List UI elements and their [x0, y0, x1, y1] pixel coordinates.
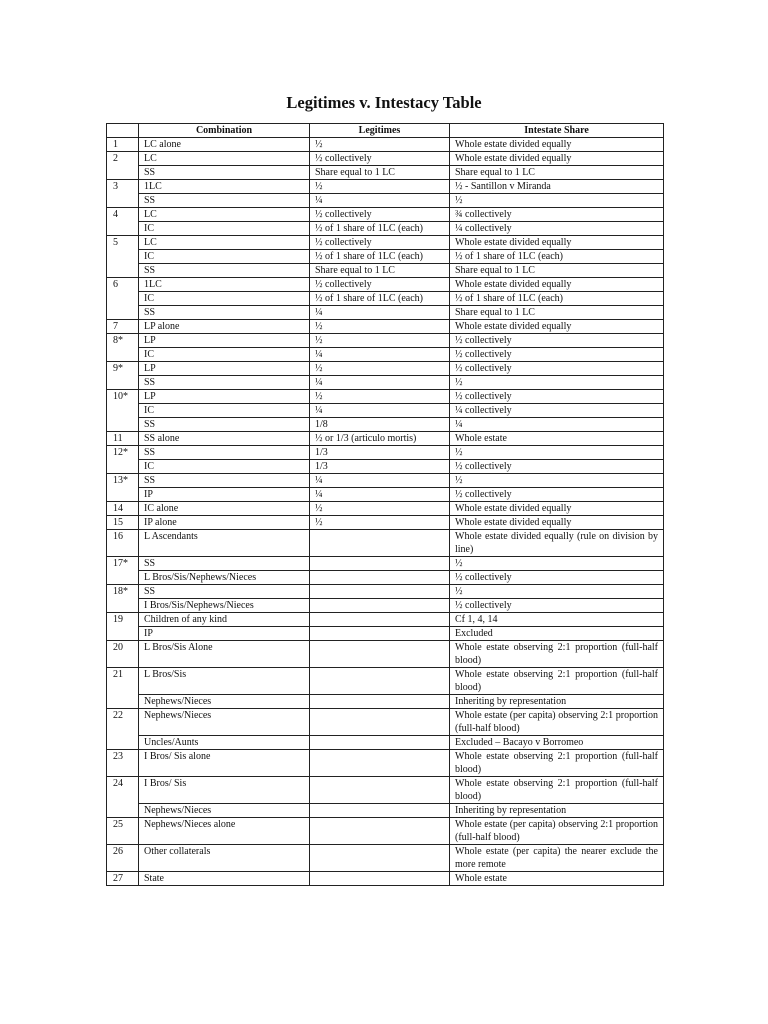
intestate-share-cell: ¼ collectively: [450, 222, 664, 236]
row-number: 5: [107, 236, 139, 278]
intestate-share-cell: Whole estate: [450, 432, 664, 446]
legitimes-cell: ¼: [310, 348, 450, 362]
intestate-share-cell: ½ collectively: [450, 348, 664, 362]
combination-cell: Children of any kind: [139, 613, 310, 627]
intestate-share-cell: Excluded – Bacayo v Borromeo: [450, 736, 664, 750]
combination-cell: IC: [139, 348, 310, 362]
table-row: [107, 376, 664, 390]
intestate-share-cell: Share equal to 1 LC: [450, 166, 664, 180]
legitimes-cell: ¼: [310, 194, 450, 208]
table-row: [107, 557, 664, 571]
page-title: Legitimes v. Intestacy Table: [286, 93, 482, 112]
combination-cell: Nephews/Nieces alone: [139, 818, 310, 845]
row-number: 12*: [107, 446, 139, 474]
legitimes-cell: 1/3: [310, 446, 450, 460]
table-row: [107, 460, 664, 474]
row-number: 10*: [107, 390, 139, 432]
combination-cell: Uncles/Aunts: [139, 736, 310, 750]
combination-cell: I Bros/ Sis alone: [139, 750, 310, 777]
legitimes-cell: ½: [310, 180, 450, 194]
combination-cell: LC: [139, 236, 310, 250]
combination-cell: SS: [139, 166, 310, 180]
table-row: [107, 194, 664, 208]
combination-cell: Nephews/Nieces: [139, 709, 310, 736]
table-row: [107, 390, 664, 404]
combination-cell: LP: [139, 390, 310, 404]
row-number: 4: [107, 208, 139, 236]
table-row: [107, 474, 664, 488]
table-row: [107, 668, 664, 695]
combination-cell: IC: [139, 292, 310, 306]
combination-cell: LC: [139, 208, 310, 222]
row-number: 13*: [107, 474, 139, 502]
legitimes-cell: [310, 641, 450, 668]
combination-cell: L Bros/Sis/Nephews/Nieces: [139, 571, 310, 585]
combination-cell: 1LC: [139, 278, 310, 292]
intestate-share-cell: ½ of 1 share of 1LC (each): [450, 292, 664, 306]
intestate-share-cell: ½ collectively: [450, 362, 664, 376]
combination-cell: SS: [139, 418, 310, 432]
combination-cell: Other collaterals: [139, 845, 310, 872]
table-row: [107, 585, 664, 599]
combination-cell: SS: [139, 557, 310, 571]
legitimes-cell: ½: [310, 390, 450, 404]
row-number: 3: [107, 180, 139, 208]
header-row: [107, 124, 664, 138]
row-number: 27: [107, 872, 139, 886]
combination-cell: SS: [139, 474, 310, 488]
combination-cell: L Bros/Sis: [139, 668, 310, 695]
intestate-share-cell: Share equal to 1 LC: [450, 306, 664, 320]
row-number: 16: [107, 530, 139, 557]
legitimes-cell: [310, 613, 450, 627]
header-number: [107, 124, 139, 138]
table-row: [107, 571, 664, 585]
table-row: [107, 334, 664, 348]
table-row: [107, 488, 664, 502]
combination-cell: SS: [139, 264, 310, 278]
legitimes-cell: ¼: [310, 474, 450, 488]
legitimes-cell: [310, 872, 450, 886]
legitimes-intestacy-table: [106, 123, 664, 886]
intestate-share-cell: ½: [450, 474, 664, 488]
header-intestate-share: Intestate Share: [450, 124, 664, 138]
combination-cell: I Bros/ Sis: [139, 777, 310, 804]
table-row: [107, 278, 664, 292]
table-row: [107, 641, 664, 668]
combination-cell: IC alone: [139, 502, 310, 516]
intestate-share-cell: Whole estate divided equally: [450, 152, 664, 166]
table-row: [107, 222, 664, 236]
combination-cell: SS: [139, 446, 310, 460]
table-row: [107, 348, 664, 362]
intestate-share-cell: Share equal to 1 LC: [450, 264, 664, 278]
table-row: [107, 418, 664, 432]
table-row: [107, 845, 664, 872]
legitimes-cell: [310, 750, 450, 777]
legitimes-cell: ½ of 1 share of 1LC (each): [310, 250, 450, 264]
intestate-share-cell: Whole estate divided equally (rule on division by line): [450, 530, 664, 557]
row-number: 7: [107, 320, 139, 334]
table-row: [107, 502, 664, 516]
legitimes-cell: ½ collectively: [310, 208, 450, 222]
legitimes-cell: 1/3: [310, 460, 450, 474]
intestate-share-cell: ½: [450, 194, 664, 208]
combination-cell: IC: [139, 404, 310, 418]
legitimes-cell: Share equal to 1 LC: [310, 264, 450, 278]
intestate-share-cell: ½ collectively: [450, 488, 664, 502]
combination-cell: SS: [139, 376, 310, 390]
table-row: [107, 320, 664, 334]
row-number: 26: [107, 845, 139, 872]
row-number: 9*: [107, 362, 139, 390]
intestate-share-cell: Whole estate (per capita) the nearer exclude the more remote: [450, 845, 664, 872]
legitimes-cell: [310, 845, 450, 872]
row-number: 15: [107, 516, 139, 530]
legitimes-cell: ½ or 1/3 (articulo mortis): [310, 432, 450, 446]
legitimes-cell: [310, 804, 450, 818]
intestate-share-cell: Whole estate divided equally: [450, 278, 664, 292]
combination-cell: State: [139, 872, 310, 886]
legitimes-cell: Share equal to 1 LC: [310, 166, 450, 180]
intestate-share-cell: Inheriting by representation: [450, 695, 664, 709]
combination-cell: IC: [139, 460, 310, 474]
table-row: [107, 180, 664, 194]
table-row: [107, 599, 664, 613]
table-row: [107, 736, 664, 750]
legitimes-cell: ½ of 1 share of 1LC (each): [310, 222, 450, 236]
row-number: 8*: [107, 334, 139, 362]
table-row: [107, 432, 664, 446]
legitimes-cell: ½ collectively: [310, 278, 450, 292]
intestate-share-cell: Whole estate observing 2:1 proportion (full-half blood): [450, 641, 664, 668]
intestate-share-cell: Cf 1, 4, 14: [450, 613, 664, 627]
intestate-share-cell: Whole estate divided equally: [450, 138, 664, 152]
table-row: [107, 292, 664, 306]
legitimes-cell: ½ collectively: [310, 152, 450, 166]
combination-cell: SS alone: [139, 432, 310, 446]
combination-cell: 1LC: [139, 180, 310, 194]
intestate-share-cell: ½: [450, 446, 664, 460]
table-row: [107, 362, 664, 376]
table-row: [107, 627, 664, 641]
legitimes-cell: ½: [310, 516, 450, 530]
intestate-share-cell: Whole estate (per capita) observing 2:1 proportion (full-half blood): [450, 818, 664, 845]
legitimes-cell: [310, 695, 450, 709]
combination-cell: Nephews/Nieces: [139, 804, 310, 818]
legitimes-cell: [310, 777, 450, 804]
intestate-share-cell: Inheriting by representation: [450, 804, 664, 818]
row-number: 24: [107, 777, 139, 818]
intestate-share-cell: ¼: [450, 418, 664, 432]
table-row: [107, 777, 664, 804]
combination-cell: LP: [139, 362, 310, 376]
legitimes-cell: [310, 557, 450, 571]
intestate-share-cell: ½ - Santillon v Miranda: [450, 180, 664, 194]
intestate-share-cell: Whole estate divided equally: [450, 320, 664, 334]
table-row: [107, 404, 664, 418]
table-row: [107, 166, 664, 180]
table-row: [107, 516, 664, 530]
table-row: [107, 236, 664, 250]
table-row: [107, 872, 664, 886]
row-number: 17*: [107, 557, 139, 585]
table-row: [107, 138, 664, 152]
combination-cell: IC: [139, 250, 310, 264]
intestate-share-cell: ¾ collectively: [450, 208, 664, 222]
intestate-share-cell: ½: [450, 376, 664, 390]
intestate-share-cell: Whole estate observing 2:1 proportion (full-half blood): [450, 750, 664, 777]
combination-cell: L Ascendants: [139, 530, 310, 557]
combination-cell: Nephews/Nieces: [139, 695, 310, 709]
combination-cell: LC alone: [139, 138, 310, 152]
row-number: 19: [107, 613, 139, 641]
legitimes-cell: ½: [310, 502, 450, 516]
row-number: 18*: [107, 585, 139, 613]
table-row: [107, 613, 664, 627]
intestate-share-cell: ½: [450, 585, 664, 599]
table-row: [107, 709, 664, 736]
intestate-share-cell: ¼ collectively: [450, 404, 664, 418]
table-body: [107, 138, 664, 886]
intestate-share-cell: Whole estate: [450, 872, 664, 886]
legitimes-cell: [310, 530, 450, 557]
intestate-share-cell: Excluded: [450, 627, 664, 641]
intestate-share-cell: Whole estate divided equally: [450, 502, 664, 516]
table-row: [107, 750, 664, 777]
row-number: 1: [107, 138, 139, 152]
combination-cell: LC: [139, 152, 310, 166]
intestate-share-cell: Whole estate divided equally: [450, 516, 664, 530]
row-number: 2: [107, 152, 139, 180]
table-row: [107, 208, 664, 222]
combination-cell: LP alone: [139, 320, 310, 334]
table-row: [107, 695, 664, 709]
legitimes-cell: ½ collectively: [310, 236, 450, 250]
combination-cell: IP: [139, 627, 310, 641]
row-number: 21: [107, 668, 139, 709]
table-row: [107, 152, 664, 166]
combination-cell: I Bros/Sis/Nephews/Nieces: [139, 599, 310, 613]
intestate-share-cell: Whole estate divided equally: [450, 236, 664, 250]
intestate-share-cell: Whole estate (per capita) observing 2:1 proportion (full-half blood): [450, 709, 664, 736]
legitimes-cell: [310, 627, 450, 641]
legitimes-cell: ½: [310, 320, 450, 334]
intestate-share-cell: ½: [450, 557, 664, 571]
table-row: [107, 250, 664, 264]
legitimes-cell: ¼: [310, 306, 450, 320]
legitimes-cell: [310, 818, 450, 845]
intestate-share-cell: ½ collectively: [450, 571, 664, 585]
legitimes-cell: [310, 599, 450, 613]
intestate-share-cell: ½ collectively: [450, 390, 664, 404]
intestate-share-cell: Whole estate observing 2:1 proportion (full-half blood): [450, 668, 664, 695]
header-combination: Combination: [139, 124, 310, 138]
combination-cell: IC: [139, 222, 310, 236]
legitimes-cell: ½: [310, 362, 450, 376]
combination-cell: SS: [139, 585, 310, 599]
legitimes-cell: ½ of 1 share of 1LC (each): [310, 292, 450, 306]
combination-cell: LP: [139, 334, 310, 348]
legitimes-cell: [310, 736, 450, 750]
table-row: [107, 804, 664, 818]
legitimes-cell: [310, 571, 450, 585]
intestate-share-cell: ½ collectively: [450, 460, 664, 474]
legitimes-cell: 1/8: [310, 418, 450, 432]
table-row: [107, 264, 664, 278]
legitimes-cell: [310, 668, 450, 695]
row-number: 20: [107, 641, 139, 668]
legitimes-cell: ¼: [310, 376, 450, 390]
combination-cell: L Bros/Sis Alone: [139, 641, 310, 668]
table-row: [107, 818, 664, 845]
table-row: [107, 530, 664, 557]
row-number: 6: [107, 278, 139, 320]
intestate-share-cell: ½ collectively: [450, 599, 664, 613]
intestate-share-cell: ½ of 1 share of 1LC (each): [450, 250, 664, 264]
legitimes-cell: ½: [310, 334, 450, 348]
intestate-share-cell: ½ collectively: [450, 334, 664, 348]
intestate-share-cell: Whole estate observing 2:1 proportion (full-half blood): [450, 777, 664, 804]
row-number: 11: [107, 432, 139, 446]
combination-cell: IP: [139, 488, 310, 502]
combination-cell: SS: [139, 194, 310, 208]
legitimes-cell: ¼: [310, 404, 450, 418]
legitimes-cell: [310, 709, 450, 736]
row-number: 23: [107, 750, 139, 777]
header-legitimes: Legitimes: [310, 124, 450, 138]
legitimes-cell: ¼: [310, 488, 450, 502]
table-row: [107, 446, 664, 460]
legitimes-cell: ½: [310, 138, 450, 152]
combination-cell: IP alone: [139, 516, 310, 530]
row-number: 14: [107, 502, 139, 516]
legitimes-cell: [310, 585, 450, 599]
row-number: 22: [107, 709, 139, 750]
row-number: 25: [107, 818, 139, 845]
combination-cell: SS: [139, 306, 310, 320]
table-row: [107, 306, 664, 320]
